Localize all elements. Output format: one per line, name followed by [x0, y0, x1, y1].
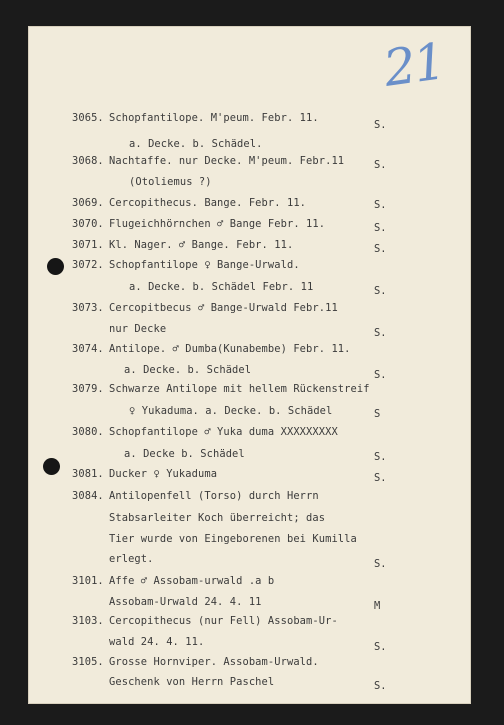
entry-text-line: Cercopithecus (nur Fell) Assobam-Ur- [109, 615, 338, 627]
entry-text-line: nur Decke [109, 323, 167, 335]
entry-number: 3069. [72, 197, 104, 209]
entry-number: 3074. [72, 343, 104, 355]
entry-mark: S. [374, 119, 387, 131]
entry-mark: S. [374, 159, 387, 171]
entry-mark: S. [374, 680, 387, 692]
entry-mark: S. [374, 369, 387, 381]
entry-number: 3079. [72, 383, 104, 395]
entry-text-line: Schopfantilope. M'peum. Febr. 11. [109, 112, 319, 124]
entry-number: 3068. [72, 155, 104, 167]
entry-text-line: a. Decke. b. Schädel [124, 364, 252, 376]
entry-text-line: Schopfantilope ♀ Bange-Urwald. [109, 259, 300, 271]
entry-mark: S [374, 408, 381, 420]
entry-number: 3103. [72, 615, 104, 627]
entry-text-line: ♀ Yukaduma. a. Decke. b. Schädel [129, 405, 333, 417]
entry-text-line: Cercopitbecus ♂ Bange-Urwald Febr.11 [109, 302, 338, 314]
entry-number: 3065. [72, 112, 104, 124]
entry-text-line: Stabsarleiter Koch überreicht; das [109, 512, 326, 524]
entry-text-line: Antilopenfell (Torso) durch Herrn [109, 490, 319, 502]
entry-mark: S. [374, 558, 387, 570]
entry-text-line: Kl. Nager. ♂ Bange. Febr. 11. [109, 239, 294, 251]
entry-mark: S. [374, 641, 387, 653]
entry-mark: S. [374, 285, 387, 297]
entry-mark: S. [374, 243, 387, 255]
entry-text-line: a. Decke. b. Schädel. [129, 138, 263, 150]
entry-mark: S. [374, 472, 387, 484]
entry-number: 3101. [72, 575, 104, 587]
entry-text-line: a. Decke. b. Schädel Febr. 11 [129, 281, 314, 293]
entry-number: 3072. [72, 259, 104, 271]
entry-text-line: a. Decke b. Schädel [124, 448, 245, 460]
entry-text-line: Ducker ♀ Yukaduma [109, 468, 218, 480]
entry-text-line: Tier wurde von Eingeborenen bei Kumilla [109, 533, 357, 545]
entry-text-line: Assobam-Urwald 24. 4. 11 [109, 596, 262, 608]
handwritten-page-number: 21 [380, 32, 448, 98]
entry-text-line: erlegt. [109, 553, 154, 565]
entry-mark: S. [374, 199, 387, 211]
entry-mark: S. [374, 451, 387, 463]
entry-text-line: Geschenk von Herrn Paschel [109, 676, 275, 688]
entry-number: 3080. [72, 426, 104, 438]
entry-text-line: Flugeichhörnchen ♂ Bange Febr. 11. [109, 218, 326, 230]
entry-text-line: Grosse Hornviper. Assobam-Urwald. [109, 656, 319, 668]
entry-number: 3105. [72, 656, 104, 668]
entry-mark: S. [374, 327, 387, 339]
entry-text-line: Schwarze Antilope mit hellem Rückenstreif [109, 383, 370, 395]
entry-text-line: (Otoliemus ?) [129, 176, 212, 188]
entry-number: 3070. [72, 218, 104, 230]
entry-number: 3081. [72, 468, 104, 480]
entry-text-line: Cercopithecus. Bange. Febr. 11. [109, 197, 307, 209]
entry-text-line: Affe ♂ Assobam-urwald .a b [109, 575, 275, 587]
entry-number: 3071. [72, 239, 104, 251]
entry-number: 3073. [72, 302, 104, 314]
entry-text-line: wald 24. 4. 11. [109, 636, 205, 648]
entry-mark: M [374, 600, 381, 612]
entry-number: 3084. [72, 490, 104, 502]
entry-text-line: Schopfantilope ♂ Yuka duma XXXXXXXXX [109, 426, 338, 438]
entry-text-line: Antilope. ♂ Dumba(Kunabembe) Febr. 11. [109, 343, 351, 355]
entry-text-line: Nachtaffe. nur Decke. M'peum. Febr.11 [109, 155, 345, 167]
entry-mark: S. [374, 222, 387, 234]
